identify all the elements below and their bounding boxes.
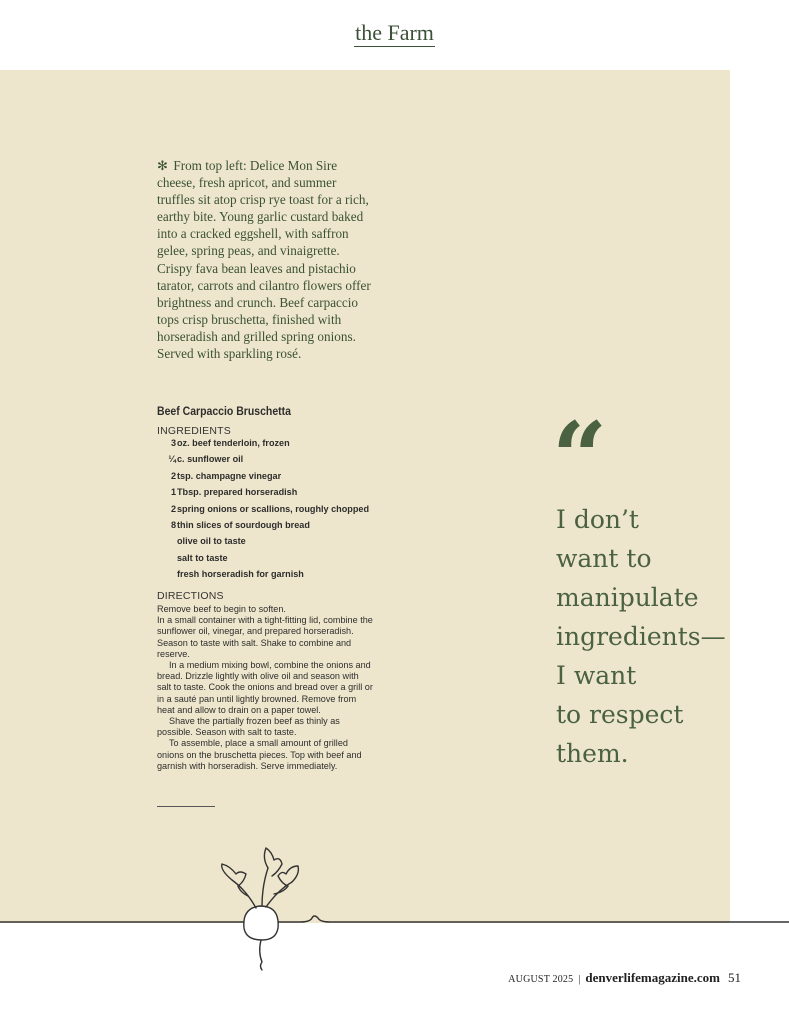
page-number: 51 (728, 970, 741, 985)
pull-quote-line: ingredients— (556, 622, 726, 651)
website-url: denverlifemagazine.com (585, 970, 720, 985)
direction-step: Remove beef to begin to soften. (157, 604, 286, 614)
directions-heading: DIRECTIONS (157, 590, 224, 602)
radish-illustration-icon (0, 830, 789, 980)
ingredient-item: 8 thin slices of sourdough bread (170, 519, 310, 530)
ingredient-item: 2 tsp. champagne vinegar (170, 470, 282, 481)
footer-separator: | (578, 974, 581, 985)
ingredient-item: 2 spring onions or scallions, roughly chopped (170, 503, 369, 514)
section-title (0, 20, 789, 46)
pull-quote (556, 500, 736, 773)
direction-step: In a medium mixing bowl, combine the onions and bread. Drizzle lightly with olive oil and season with salt to taste. Cook the onions and bread over a grill or in a sauté pan until lightly browned. Remove from heat and allow to drain on a paper towel. (157, 660, 373, 715)
quote-mark-icon: “ (552, 401, 608, 514)
pull-quote-line: to respect (556, 700, 684, 729)
recipe-title: Beef Carpaccio Bruschetta (157, 404, 291, 418)
page-footer (508, 969, 741, 987)
pull-quote-line: I want (556, 661, 637, 690)
caption-text: From top left: Delice Mon Sire cheese, fresh apricot, and summer truffles sit atop crisp rye toast for a rich, earthy bite. Young garlic custard baked into a cracked eggshell, with saffron gelee, spring peas, and vinaigrette. Crispy fava bean leaves and pistachio tarator, carrots and cilantro flowers offer brightness and crunch. Beef carpaccio tops crisp bruschetta, finished with horseradish and grilled spring onions. Served with sparkling rosé. (157, 158, 371, 362)
directions-text (157, 604, 375, 772)
ingredient-item: salt to taste (177, 552, 228, 563)
ingredient-item: 3 oz. beef tenderloin, frozen (170, 438, 290, 448)
issue-date: AUGUST 2025 (508, 974, 574, 985)
ingredient-item: 1 Tbsp. prepared horseradish (170, 487, 298, 498)
pull-quote-line: want to (556, 544, 652, 573)
pull-quote-line: I don’t (556, 505, 639, 534)
asterisk-icon: ✻ (157, 158, 169, 173)
ingredient-list (157, 438, 377, 586)
direction-step: To assemble, place a small amount of grilled onions on the bruschetta pieces. Top with beef and garnish with horseradish. Serve immediately. (157, 738, 362, 771)
pull-quote-line: them. (556, 739, 629, 768)
photo-caption (157, 157, 375, 362)
ingredient-item: fresh horseradish for garnish (177, 569, 304, 580)
pull-quote-line: manipulate (556, 583, 699, 612)
section-title-text: the Farm (355, 20, 434, 45)
ingredients-heading: INGREDIENTS (157, 425, 231, 437)
end-rule (157, 806, 215, 807)
ingredient-item: ¼ c. sunflower oil (168, 454, 244, 465)
direction-step: In a small container with a tight-fitting lid, combine the sunflower oil, vinegar, and prepared horseradish. Season to taste with salt. Shake to combine and reserve. (157, 615, 373, 659)
ingredient-item: olive oil to taste (177, 536, 246, 547)
direction-step: Shave the partially frozen beef as thinly as possible. Season with salt to taste. (157, 716, 340, 738)
